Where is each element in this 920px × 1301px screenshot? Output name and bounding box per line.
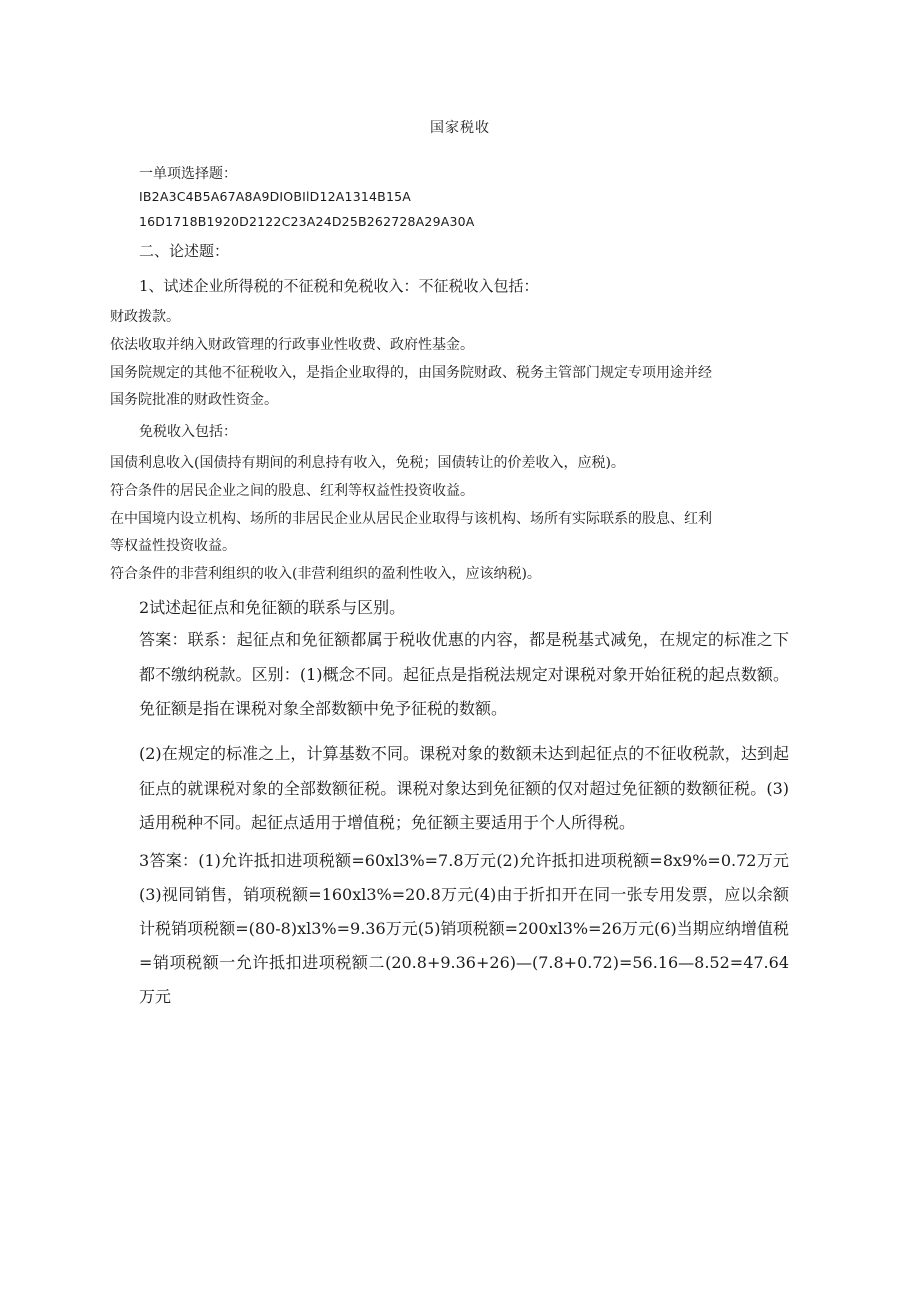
document-title: 国家税收 <box>430 120 490 136</box>
q2-heading: 2试述起征点和免征额的联系与区别。 <box>139 598 406 617</box>
answers-line-2: 16D1718B1920D2122C23A24D25B262728A29A30A <box>139 214 475 229</box>
nontax-item-3: 国务院规定的其他不征税收入，是指企业取得的，由国务院财政、税务主管部门规定专项用途并经 <box>110 365 712 381</box>
exempt-heading: 免税收入包括： <box>139 424 237 440</box>
q2-answer-paragraph-2: (2)在规定的标准之上，计算基数不同。课税对象的数额未达到起征点的不征收税款，达到起征点的就课税对象的全部数额征税。课税对象达到免征额的仅对超过免征额的数额征税。(3)适用税种不同。起征点适用于增值税；免征额主要适用于个人所得税。 <box>139 744 789 832</box>
nontax-item-2: 依法收取并纳入财政管理的行政事业性收费、政府性基金。 <box>110 337 474 353</box>
q3-answer-paragraph: 3答案：(1)允许抵扣进项税额=60xl3%=7.8万元(2)允许抵扣进项税额=8x9%=0.72万元(3)视同销售，销项税额=160xl3%=20.8万元(4)由于折扣开在同一张专用发票，应以余额计税销项税额=(80-8)xl3%=9.36万元(5)销项税额=200xl3%=26万元(6)当期应纳增值税=销项税额一允许抵扣进项税额二(20.8+9.36+26)—(7.8+0.72)=56.16—8.52=47.64万元 <box>139 851 789 1006</box>
q2-answer-paragraph-1: 答案：联系：起征点和免征额都属于税收优惠的内容，都是税基式减免，在规定的标准之下都不缴纳税款。区别：(1)概念不同。起征点是指税法规定对课税对象开始征税的起点数额。免征额是指在课税对象全部数额中免予征税的数额。 <box>139 630 789 718</box>
exempt-item-2: 符合条件的居民企业之间的股息、红利等权益性投资收益。 <box>110 483 474 499</box>
exempt-item-4: 等权益性投资收益。 <box>110 538 236 554</box>
section1-heading: 一单项选择题： <box>139 166 237 182</box>
section2-heading: 二、论述题： <box>139 242 230 260</box>
q1-heading: 1、试述企业所得税的不征税和免税收入：不征税收入包括： <box>139 277 539 295</box>
exempt-item-3: 在中国境内设立机构、场所的非居民企业从居民企业取得与该机构、场所有实际联系的股息、红利 <box>110 511 712 527</box>
exempt-item-1: 国债利息收入(国债持有期间的利息持有收入，免税；国债转让的价差收入，应税)。 <box>110 455 625 471</box>
exempt-item-5: 符合条件的非营利组织的收入(非营利组织的盈利性收入，应该纳税)。 <box>110 566 541 582</box>
nontax-item-1: 财政拨款。 <box>110 309 180 325</box>
answers-line-1: IB2A3C4B5A67A8A9DIOBIlD12A1314B15A <box>139 189 412 204</box>
nontax-item-4: 国务院批准的财政性资金。 <box>110 392 278 408</box>
